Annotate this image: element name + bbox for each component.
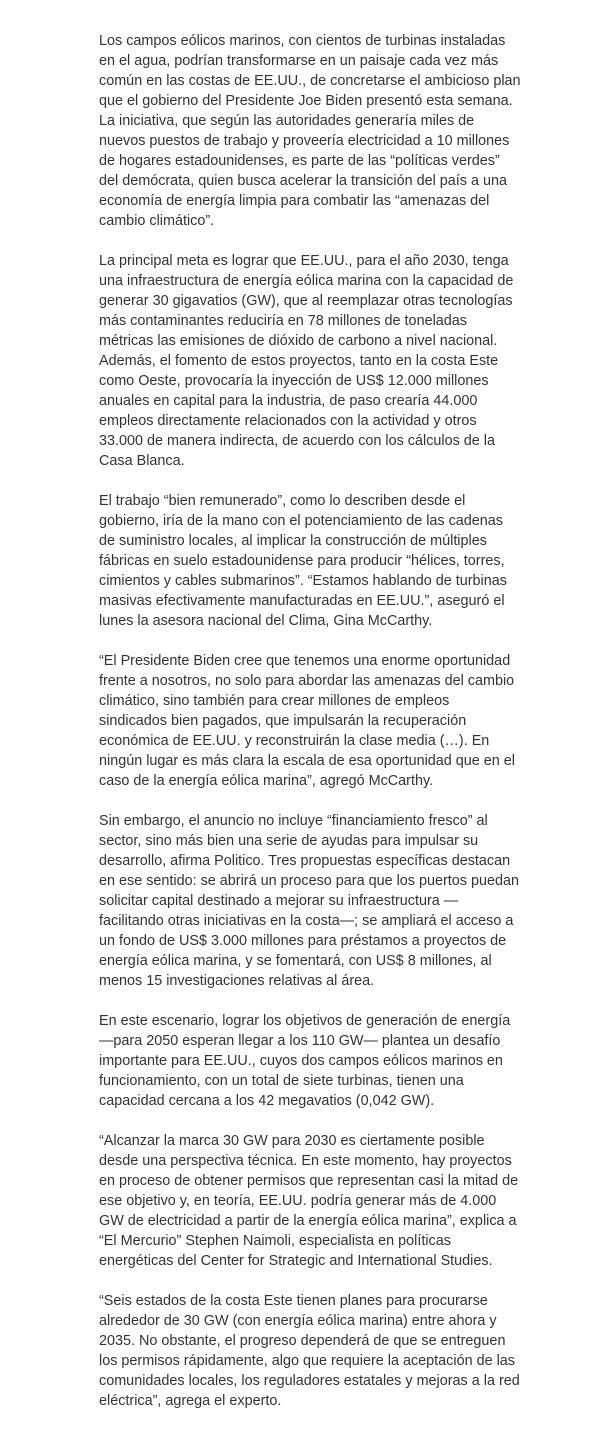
paragraph-line: masivas efectivamente manufacturadas en EE.UU.”, aseguró el	[99, 593, 505, 609]
paragraph-line: economía de energía limpia para combatir las “amenazas del	[99, 193, 490, 209]
paragraph-line: lunes la asesora nacional del Clima, Gina McCarthy.	[99, 613, 433, 629]
paragraph-line: En este escenario, lograr los objetivos de generación de energía	[99, 1013, 511, 1029]
paragraph-line: “El Mercurio” Stephen Naimoli, especialista en políticas	[99, 1233, 451, 1249]
article-body	[99, 31, 524, 1431]
paragraph-line: en ese sentido: se abrirá un proceso para que los puertos puedan	[99, 873, 520, 889]
paragraph-line: los permisos rápidamente, algo que requiere la aceptación de las	[99, 1353, 515, 1369]
paragraph-line: sindicados bien pagados, que impulsarán la recuperación	[99, 713, 467, 729]
paragraph-line: caso de la energía eólica marina”, agregó McCarthy.	[99, 773, 434, 789]
paragraph-line: El trabajo “bien remunerado”, como lo describen desde el	[99, 493, 466, 509]
paragraph-line: de hogares estadounidenses, es parte de las “políticas verdes”	[99, 153, 500, 169]
paragraph-line: desarrollo, afirma Politico. Tres propuestas específicas destacan	[99, 853, 511, 869]
paragraph-line: fábricas en suelo estadounidense para producir “hélices, torres,	[99, 553, 505, 569]
paragraph-line: Los campos eólicos marinos, con cientos de turbinas instaladas	[99, 33, 506, 49]
paragraph-line: solicitar capital destinado a mejorar su infraestructura —	[99, 893, 459, 909]
paragraph-line: Casa Blanca.	[99, 453, 185, 469]
paragraph-line: gobierno, iría de la mano con el potenciamiento de las cadenas	[99, 513, 503, 529]
paragraph-line: nuevos puestos de trabajo y proveería electricidad a 10 millones	[99, 133, 510, 149]
article-paragraph	[99, 251, 524, 471]
paragraph-line: una infraestructura de energía eólica marina con la capacidad de	[99, 273, 514, 289]
article-paragraph	[99, 1291, 524, 1411]
paragraph-line: empleos directamente relacionados con la actividad y otros	[99, 413, 477, 429]
paragraph-line: La iniciativa, que según las autoridades generaría miles de	[99, 113, 475, 129]
paragraph-line: ningún lugar es más clara la escala de esa oportunidad que en el	[99, 753, 516, 769]
paragraph-line: cimientos y cables submarinos”. “Estamos hablando de turbinas	[99, 573, 507, 589]
paragraph-line: climático, sino también para crear millones de empleos	[99, 693, 450, 709]
paragraph-line: energía eólica marina, y se fomentará, con US$ 8 millones, al	[99, 953, 492, 969]
paragraph-line: frente a nosotros, no solo para abordar las amenazas del cambio	[99, 673, 515, 689]
paragraph-line: en el agua, podrían transformarse en un paisaje cada vez más	[99, 53, 499, 69]
article-paragraph	[99, 491, 524, 631]
paragraph-line: comunidades locales, los reguladores estatales y mejoras a la red	[99, 1373, 520, 1389]
paragraph-line: “Alcanzar la marca 30 GW para 2030 es ciertamente posible	[99, 1133, 485, 1149]
paragraph-line: La principal meta es lograr que EE.UU., para el año 2030, tenga	[99, 253, 509, 269]
paragraph-line: funcionamiento, con un total de siete turbinas, tienen una	[99, 1073, 464, 1089]
article-paragraph	[99, 1011, 524, 1111]
paragraph-line: menos 15 investigaciones relativas al área.	[99, 973, 375, 989]
paragraph-line: GW de electricidad a partir de la energía eólica marina”, explica a	[99, 1213, 517, 1229]
paragraph-line: “Seis estados de la costa Este tienen planes para procurarse	[99, 1293, 488, 1309]
paragraph-line: Sin embargo, el anuncio no incluye “financiamiento fresco” al	[99, 813, 488, 829]
paragraph-line: del demócrata, quien busca acelerar la transición del país a una	[99, 173, 507, 189]
paragraph-line: más contaminantes reduciría en 78 millones de toneladas	[99, 313, 467, 329]
paragraph-line: facilitando otras iniciativas en la costa—; se ampliará el acceso a	[99, 913, 514, 929]
paragraph-line: eléctrica”, agrega el experto.	[99, 1393, 282, 1409]
paragraph-line: ese objetivo y, en teoría, EE.UU. podría generar más de 4.000	[99, 1193, 497, 1209]
paragraph-line: capacidad cercana a los 42 megavatios (0,042 GW).	[99, 1093, 435, 1109]
paragraph-line: anuales en capital para la industria, de paso crearía 44.000	[99, 393, 478, 409]
paragraph-line: métricas las emisiones de dióxido de carbono a nivel nacional.	[99, 333, 498, 349]
paragraph-line: desde una perspectiva técnica. En este momento, hay proyectos	[99, 1153, 512, 1169]
paragraph-line: “El Presidente Biden cree que tenemos una enorme oportunidad	[99, 653, 511, 669]
paragraph-line: cambio climático”.	[99, 213, 215, 229]
paragraph-line: que el gobierno del Presidente Joe Biden presentó esta semana.	[99, 93, 513, 109]
paragraph-line: común en las costas de EE.UU., de concretarse el ambicioso plan	[99, 73, 521, 89]
paragraph-line: sector, sino más bien una serie de ayudas para impulsar su	[99, 833, 479, 849]
paragraph-line: económica de EE.UU. y reconstruirán la clase media (…). En	[99, 733, 490, 749]
article-paragraph	[99, 811, 524, 991]
paragraph-line: un fondo de US$ 3.000 millones para préstamos a proyectos de	[99, 933, 507, 949]
paragraph-line: 2035. No obstante, el progreso dependerá de que se entreguen	[99, 1333, 506, 1349]
paragraph-line: en proceso de obtener permisos que representan casi la mitad de	[99, 1173, 519, 1189]
paragraph-line: importante para EE.UU., cuyos dos campos eólicos marinos en	[99, 1053, 503, 1069]
article-paragraph	[99, 651, 524, 791]
paragraph-line: Además, el fomento de estos proyectos, tanto en la costa Este	[99, 353, 499, 369]
paragraph-line: generar 30 gigavatios (GW), que al reemplazar otras tecnologías	[99, 293, 513, 309]
paragraph-line: energéticas del Center for Strategic and International Studies.	[99, 1253, 493, 1269]
article-paragraph	[99, 1131, 524, 1271]
paragraph-line: —para 2050 esperan llegar a los 110 GW— plantea un desafío	[99, 1033, 501, 1049]
paragraph-line: como Oeste, provocaría la inyección de US$ 12.000 millones	[99, 373, 489, 389]
paragraph-line: de suministro locales, al implicar la construcción de múltiples	[99, 533, 487, 549]
article-paragraph	[99, 31, 524, 231]
paragraph-line: alrededor de 30 GW (con energía eólica marina) entre ahora y	[99, 1313, 497, 1329]
paragraph-line: 33.000 de manera indirecta, de acuerdo con los cálculos de la	[99, 433, 495, 449]
